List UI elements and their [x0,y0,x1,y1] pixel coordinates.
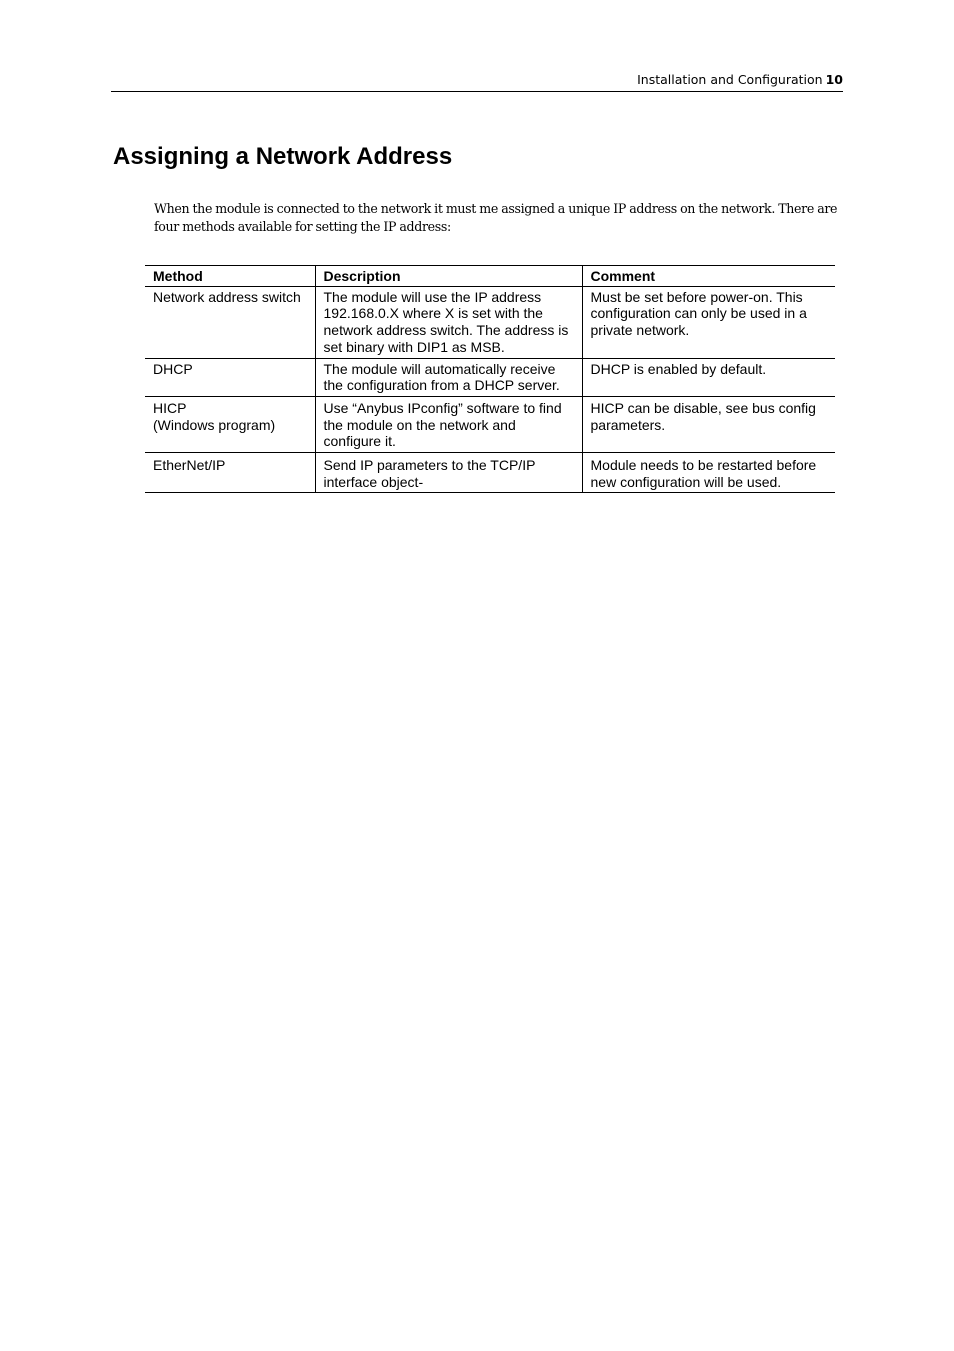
method-cell [145,286,315,358]
intro-paragraph: When the module is connected to the network it must me assigned a unique IP address on the network. There are four methods available for setting the IP address: [154,201,838,234]
method-text: Network address switch [153,288,301,305]
description-cell: Use “Anybus IPconfig” software to find the module on the network and configure it. [315,396,582,452]
running-header [111,72,843,92]
method-cell [145,358,315,396]
table-row [145,453,835,493]
table-row [145,286,835,358]
page-number: 10 [825,72,843,87]
method-text: DHCP [153,360,193,377]
method-text: HICP [153,399,187,416]
method-cell [145,453,315,493]
comment-cell: Module needs to be restarted before new configuration will be used. [582,453,835,493]
table-row [145,396,835,452]
page-title: Assigning a Network Address [113,143,453,170]
comment-cell: Must be set before power-on. This configuration can only be used in a private network. [582,286,835,358]
description-cell: The module will use the IP address 192.168.0.X where X is set with the network address switch. The address is set binary with DIP1 as MSB. [315,286,582,358]
table-row [145,358,835,396]
column-header-description: Description [315,266,582,287]
method-cell [145,396,315,452]
method-subtext: (Windows program) [153,416,276,433]
comment-cell: DHCP is enabled by default. [582,358,835,396]
header-section-title: Installation and Configuration [637,72,823,87]
description-cell: Send IP parameters to the TCP/IP interface object- [315,453,582,493]
method-text: EtherNet/IP [153,457,226,474]
column-header-method: Method [145,266,315,287]
description-cell: The module will automatically receive the configuration from a DHCP server. [315,358,582,396]
column-header-comment: Comment [582,266,835,287]
network-address-methods-table [145,265,835,493]
table-header-row [145,266,835,287]
comment-cell: HICP can be disable, see bus config parameters. [582,396,835,452]
